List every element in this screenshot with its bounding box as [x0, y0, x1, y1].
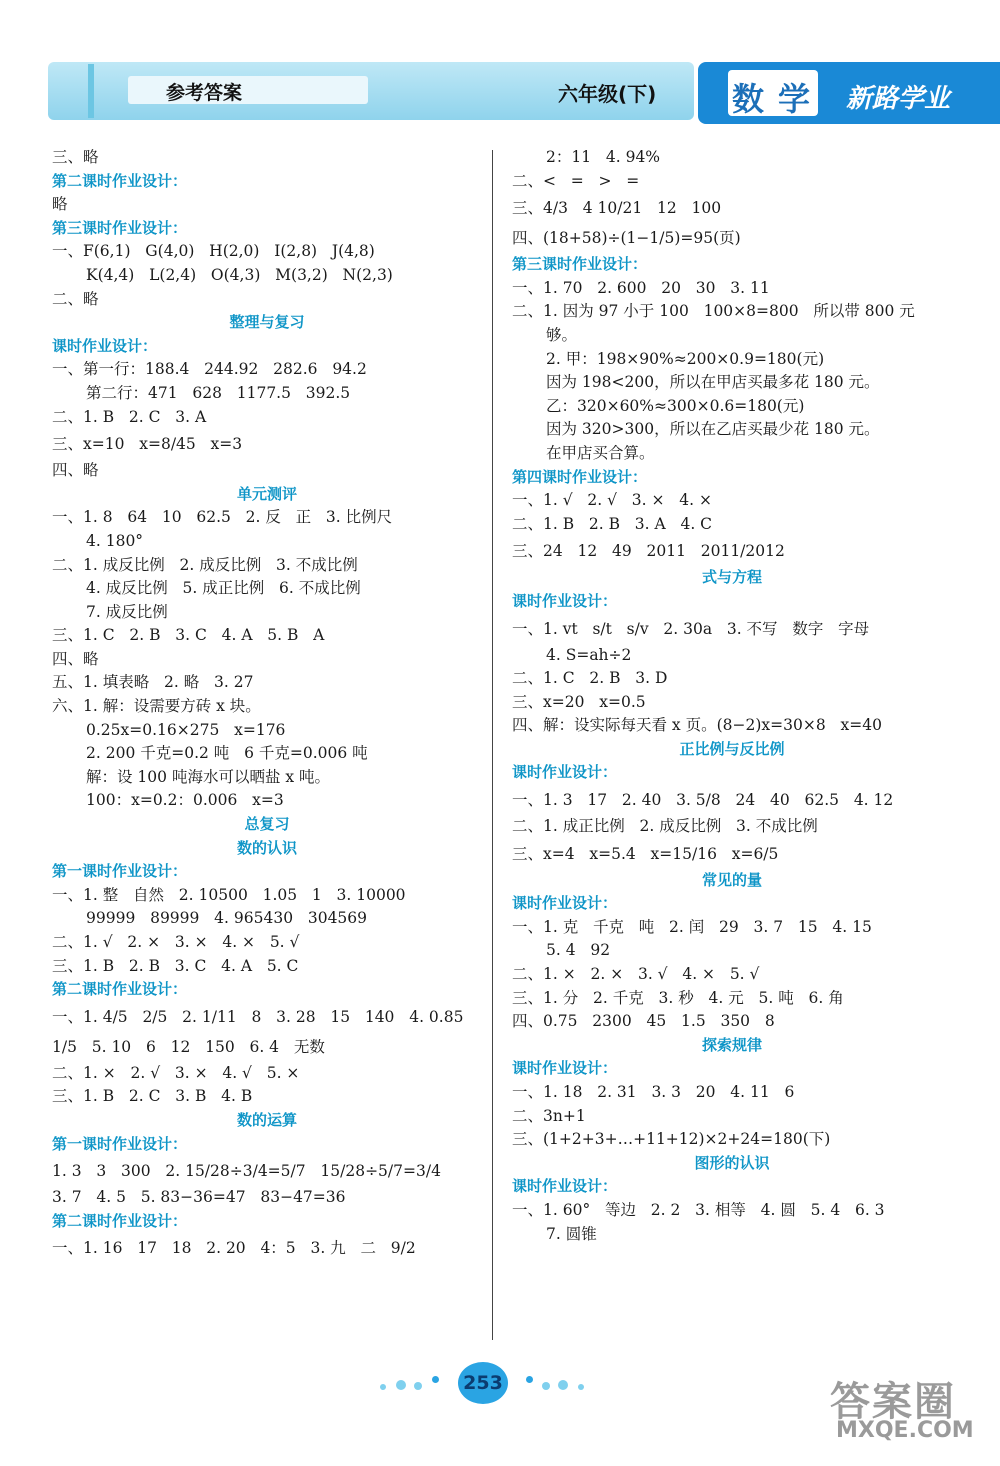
section-heading: 第二课时作业设计：: [52, 980, 188, 999]
answer-line: 一、1. 3 17 2. 40 3. 5/8 24 40 62.5 4. 12: [512, 791, 894, 810]
answer-line: 100：x=0.2：0.006 x=3: [86, 791, 284, 810]
answer-line: 因为 198<200，所以在甲店买最多花 180 元。: [546, 373, 880, 392]
section-heading: 第二课时作业设计：: [52, 1211, 188, 1230]
answer-line: 一、1. 4/5 2/5 2. 1/11 8 3. 28 15 140 4. 0.85: [52, 1007, 464, 1026]
footer-dot: [432, 1376, 439, 1383]
answer-line: 二、略: [52, 289, 99, 308]
answer-line: K(4,4) L(2,4) O(4,3) M(3,2) N(2,3): [86, 265, 393, 284]
answer-line: 够。: [546, 325, 578, 344]
topic-title: 单元测评: [236, 484, 297, 503]
answer-line: 一、1. 60° 等边 2. 2 3. 相等 4. 圆 5. 4 6. 3: [512, 1200, 885, 1219]
section-heading: 第四课时作业设计：: [512, 467, 648, 486]
brand-logo: 新路学业: [846, 84, 951, 114]
footer-dot: [396, 1380, 406, 1390]
answer-line: 一、1. vt s/t s/v 2. 30a 3. 不写 数字 字母: [512, 619, 870, 638]
answer-line: 2：11 4. 94%: [546, 148, 661, 166]
answer-line: 二、1. × 2. √ 3. × 4. √ 5. ×: [52, 1063, 300, 1082]
answer-line: 1/5 5. 10 6 12 150 6. 4 无数: [52, 1037, 325, 1056]
answer-line: 乙：320×60%≈300×0.6=180(元): [546, 396, 805, 415]
brand-banner: [698, 62, 1000, 124]
answer-line: 3. 7 4. 5 5. 83−36=47 83−47=36: [52, 1188, 346, 1207]
left-answer-column: [52, 146, 482, 1263]
footer-dot: [578, 1384, 584, 1390]
column-divider: [492, 150, 493, 1340]
answer-line: 五、1. 填表略 2. 略 3. 27: [52, 673, 254, 692]
answer-line: 四、略: [52, 649, 99, 668]
topic-title: 数的运算: [236, 1110, 297, 1129]
section-heading: 课时作业设计：: [512, 894, 618, 913]
answer-line: 二、3n+1: [512, 1106, 586, 1125]
answer-line: 二、1. B 2. C 3. A: [52, 407, 207, 426]
page-footer: [370, 1362, 610, 1406]
answer-line: 0.25x=0.16×275 x=176: [86, 720, 286, 739]
answer-line: 一、1. √ 2. √ 3. × 4. ×: [512, 491, 712, 510]
answer-line: 四、解：设实际每天看 x 页。(8−2)x=30×8 x=40: [512, 716, 882, 735]
answer-line: 5. 4 92: [546, 941, 611, 960]
section-heading: 课时作业设计：: [512, 1177, 618, 1196]
topic-title: 总复习: [244, 815, 290, 834]
answer-line: 7. 成反比例: [86, 602, 168, 621]
answer-line: 四、略: [52, 461, 99, 480]
answer-line: 二、1. 成正比例 2. 成反比例 3. 不成比例: [512, 817, 818, 836]
answer-line: 三、1. C 2. B 3. C 4. A 5. B A: [52, 626, 325, 645]
answer-line: 一、1. 8 64 10 62.5 2. 反 正 3. 比例尺: [52, 508, 393, 527]
answer-line: 四、0.75 2300 45 1.5 350 8: [512, 1012, 775, 1031]
answer-line: 三、(1+2+3+…+11+12)×2+24=180(下): [512, 1130, 831, 1149]
answer-line: 7. 圆锥: [546, 1224, 597, 1243]
answer-line: 二、1. B 2. B 3. A 4. C: [512, 514, 713, 533]
answer-line: 二、1. √ 2. × 3. × 4. × 5. √: [52, 933, 300, 951]
topic-title: 图形的认识: [694, 1153, 770, 1172]
footer-dot: [558, 1380, 568, 1390]
answer-line: 二、1. C 2. B 3. D: [512, 669, 668, 688]
answer-line: 六、1. 解：设需要方砖 x 块。: [52, 697, 261, 716]
answer-line: 1. 3 3 300 2. 15/28÷3/4=5/7 15/28÷5/7=3/4: [52, 1162, 441, 1181]
page-number: 253: [463, 1372, 503, 1394]
answer-line: 三、1. 分 2. 千克 3. 秒 4. 元 5. 吨 6. 角: [512, 988, 844, 1007]
section-heading: 课时作业设计：: [52, 336, 158, 355]
section-heading: 第一课时作业设计：: [52, 862, 188, 881]
section-heading: 第二课时作业设计：: [52, 171, 188, 190]
answer-line: 三、x=10 x=8/45 x=3: [52, 435, 243, 454]
section-heading: 第三课时作业设计：: [512, 255, 648, 274]
answer-line: 三、1. B 2. B 3. C 4. A 5. C: [52, 956, 299, 975]
answer-line: 一、1. 整 自然 2. 10500 1.05 1 3. 10000: [52, 885, 406, 904]
answer-line: 2. 甲：198×90%≈200×0.9=180(元): [546, 349, 825, 368]
section-heading: 第三课时作业设计：: [52, 218, 188, 237]
footer-dot: [542, 1382, 550, 1390]
topic-title: 常见的量: [701, 870, 762, 889]
answer-line: 一、F(6,1) G(4,0) H(2,0) I(2,8) J(4,8): [52, 242, 375, 261]
answer-line: 一、1. 70 2. 600 20 30 3. 11: [512, 278, 770, 297]
topic-title: 整理与复习: [229, 313, 305, 332]
topic-title: 数的认识: [236, 838, 297, 857]
answer-line: 三、4/3 4 10/21 12 100: [512, 199, 722, 218]
header-label-box: [128, 76, 368, 104]
answer-line: 二、< = > =: [512, 171, 640, 190]
answer-line: 99999 89999 4. 965430 304569: [86, 909, 368, 928]
watermark: [830, 1370, 974, 1443]
answer-line: 三、x=20 x=0.5: [512, 692, 646, 711]
answer-line: 二、1. × 2. × 3. √ 4. × 5. √: [512, 965, 760, 984]
watermark-url: MXQE.COM: [836, 1418, 974, 1443]
answer-line: 一、1. 克 千克 吨 2. 闰 29 3. 7 15 4. 15: [512, 917, 872, 936]
header-banner: [48, 62, 694, 120]
section-heading: 第一课时作业设计：: [52, 1134, 188, 1153]
answer-line: 因为 320>300，所以在乙店买最少花 180 元。: [546, 420, 880, 439]
section-heading: 课时作业设计：: [512, 763, 618, 782]
topic-title: 式与方程: [701, 568, 762, 587]
grade-label: 六年级(下): [558, 82, 657, 106]
footer-dot: [380, 1384, 386, 1390]
answer-line: 4. S=ah÷2: [546, 645, 632, 664]
answer-line: 略: [52, 195, 68, 214]
answer-line: 4. 成反比例 5. 成正比例 6. 不成比例: [86, 579, 361, 598]
answer-line: 解：设 100 吨海水可以晒盐 x 吨。: [86, 767, 331, 786]
page-title: 参考答案: [166, 82, 243, 104]
answer-line: 2. 200 千克=0.2 吨 6 千克=0.006 吨: [86, 744, 368, 763]
topic-title: 探索规律: [701, 1035, 762, 1054]
answer-line: 二、1. 因为 97 小于 100 100×8=800 所以带 800 元: [512, 302, 915, 321]
answer-line: 三、略: [52, 148, 99, 166]
answer-line: 三、24 12 49 2011 2011/2012: [512, 542, 785, 561]
answer-line: 在甲店买合算。: [546, 443, 655, 462]
answer-line: 三、x=4 x=5.4 x=15/16 x=6/5: [512, 844, 779, 863]
answer-line: 一、第一行：188.4 244.92 282.6 94.2: [52, 360, 367, 379]
section-heading: 课时作业设计：: [512, 591, 618, 610]
answer-line: 四、(18+58)÷(1−1/5)=95(页): [512, 229, 741, 248]
watermark-title: 答案圈: [830, 1379, 956, 1425]
right-answer-column: [512, 146, 952, 1246]
header-accent-bar: [88, 64, 94, 118]
subject-label: 数学: [732, 80, 825, 118]
topic-title: 正比例与反比例: [679, 739, 785, 758]
answer-line: 第二行：471 628 1177.5 392.5: [86, 383, 351, 402]
answer-line: 三、1. B 2. C 3. B 4. B: [52, 1087, 253, 1106]
section-heading: 课时作业设计：: [512, 1059, 618, 1078]
footer-dot: [526, 1376, 533, 1383]
answer-line: 一、1. 18 2. 31 3. 3 20 4. 11 6: [512, 1083, 795, 1101]
footer-dot: [414, 1382, 422, 1390]
answer-line: 一、1. 16 17 18 2. 20 4：5 3. 九 二 9/2: [52, 1239, 416, 1258]
answer-line: 4. 180°: [86, 531, 144, 550]
answer-line: 二、1. 成反比例 2. 成反比例 3. 不成比例: [52, 555, 358, 574]
